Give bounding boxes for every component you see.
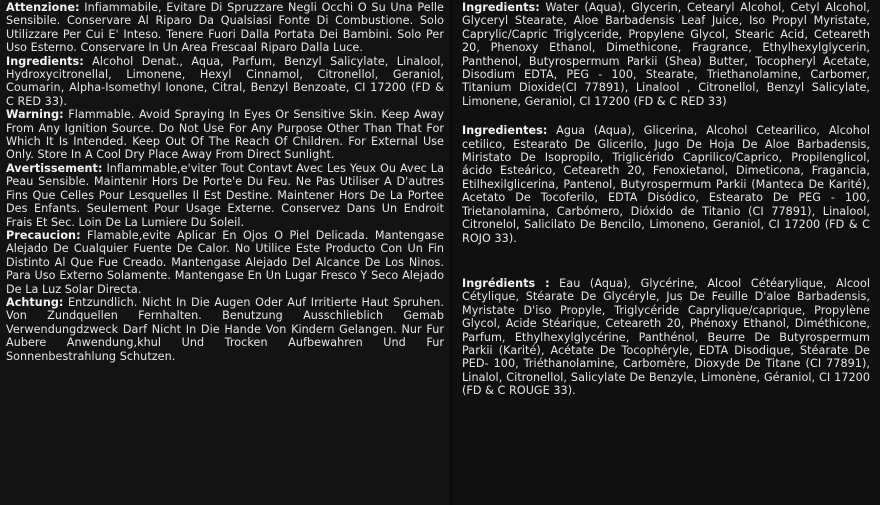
spacer — [462, 245, 870, 277]
german-warning: Achtung: Entzundlich. Nicht In Die Augen Oder Auf Irritierte Haut Spruhen. Von Zundquellen Fernhalten. Benutzung Ausschlieblich Gemab Verwendungdzweck Darf Nicht In Die Hande Von Kindern Gelangen. Nur Fur Aubere Anwendung,khul Und Trocken Aufbewahren Und Fur Sonnenbestrahlung Schutzen. — [6, 295, 444, 363]
perfume-ingredients: Ingredients: Alcohol Denat., Aqua, Parfum, Benzyl Salicylate, Linalool, Hydroxycitronellal, Limonene, Hexyl Cinnamol, Citronellol, Geraniol, Coumarin, Alpha-Isomethyl Ionone, Citral, Benzyl Benzoate, CI 17200 (FD & C RED 33). — [6, 54, 444, 108]
french-warning: Avertissement: Inflammable,e'viter Tout Contavt Avec Les Yeux Ou Avec La Peau Sensible. Maintenir Hors De Porte'e Du Feu. Ne Pas Utiliser A D'autres Fins Que Celles Pour Lesquelles Il Est Destine. Maintener Hors De La Portee Des Enfants. Seulement Pour Usage Externe. Conservez Dans Un Endroit Frais Et Sec. Loin De La Lumiere Du Soleil. — [6, 161, 444, 229]
spanish-warning: Precaucion: Flamable,evite Aplicar En Ojos O Piel Delicada. Mantengase Alejado De Cualquier Fuente De Calor. No Utilice Este Producto Con Un Fin Distinto Al Que Fue Creado. Mantengase Alejado Del Alcance De Los Ninos. Para Uso Externo Solamente. Mantengase En Un Lugar Fresco Y Seco Alejado De La Luz Solar Directa. — [6, 228, 444, 296]
spacer — [462, 108, 870, 124]
french-ingredients: Ingrédients : Eau (Aqua), Glycérine, Alcool Cétéarylique, Alcool Cétylique, Stéarate De Glycéryle, Jus De Feuille D'aloe Barbadensis, Myristate D'iso Propyle, Triglycéride Caprylique/caprique, Propylène Glycol, Acide Stéarique, Ceteareth 20, Phénoxy Ethanol, Diméthicone, Parfum, Ethylhexylglycérine, Panthénol, Beurre De Butyrospermum Parkii (Karité), Acétate De Tocophéryle, EDTA Disodique, Stéarate De PED- 100, Triéthanolamine, Carbomère, Dioxyde De Titane (CI 77891), Linalol, Citronellol, Salicylate De Benzyle, Limonène, Géraniol, CI 17200 (FD & C ROUGE 33). — [462, 276, 870, 398]
ingredients-column — [452, 0, 880, 505]
english-ingredients: Ingredients: Water (Aqua), Glycerin, Cetearyl Alcohol, Cetyl Alcohol, Glyceryl Stearate, Aloe Barbadensis Leaf Juice, Iso Propyl Myristate, Caprylic/Capric Triglyceride, Propylene Glycol, Stearic Acid, Ceteareth 20, Phenoxy Ethanol, Dimethicone, Fragrance, Ethylhexylglycerin, Panthenol, Butyrospermum Parkii (Shea) Butter, Tocopheryl Acetate, Disodium EDTA, PEG - 100, Stearate, Triethanolamine, Carbomer, Titanium Dioxide(CI 77891), Linalool , Citronellol, Benzyl Salicylate, Limonene, Geraniol, CI 17200 (FD & C RED 33) — [462, 1, 870, 108]
english-warning: Warning: Flammable. Avoid Spraying In Eyes Or Sensitive Skin. Keep Away From Any Ignition Source. Do Not Use For Any Purpose Other Than That For Which It Is Intended. Keep Out Of The Reach Of Children. For External Use Only. Store In A Cool Dry Place Away From Direct Sunlight. — [6, 108, 444, 162]
spanish-ingredients: Ingredientes: Agua (Aqua), Glicerina, Alcohol Cetearilico, Alcohol cetilico, Estearato De Glicerilo, Jugo De Hoja De Aloe Barbadensis, Miristato De Isopropilo, Triglicérido Caprilico/Caprico, Propilenglicol, ácido Esteárico, Ceteareth 20, Fenoxietanol, Dimeticona, Fragancia, Etilhexilglicerina, Pantenol, Butyrospermum Parkii (Manteca De Karité), Acetato De Tocoferilo, EDTA Disódico, Estearato De PEG - 100, Trietanolamina, Carbómero, Dióxido de Titanio (CI 77891), Linalool, Citronelol, Salicilato De Bencilo, Limoneno, Geraniol, CI 17200 (FD & C ROJO 33). — [462, 124, 870, 245]
italian-warning: Attenzione: Infiammabile, Evitare Di Spruzzare Negli Occhi O Su Una Pelle Sensibile. Conservare Al Riparo Da Qualsiasi Fonte Di Combustione. Solo Utilizzare Per Cui E' Inteso. Tenere Fuori Dalla Portata Dei Bambini. Solo Per Uso Esterno. Conservare In Un Area Frescaal Riparo Dalla Luce. — [6, 1, 444, 55]
